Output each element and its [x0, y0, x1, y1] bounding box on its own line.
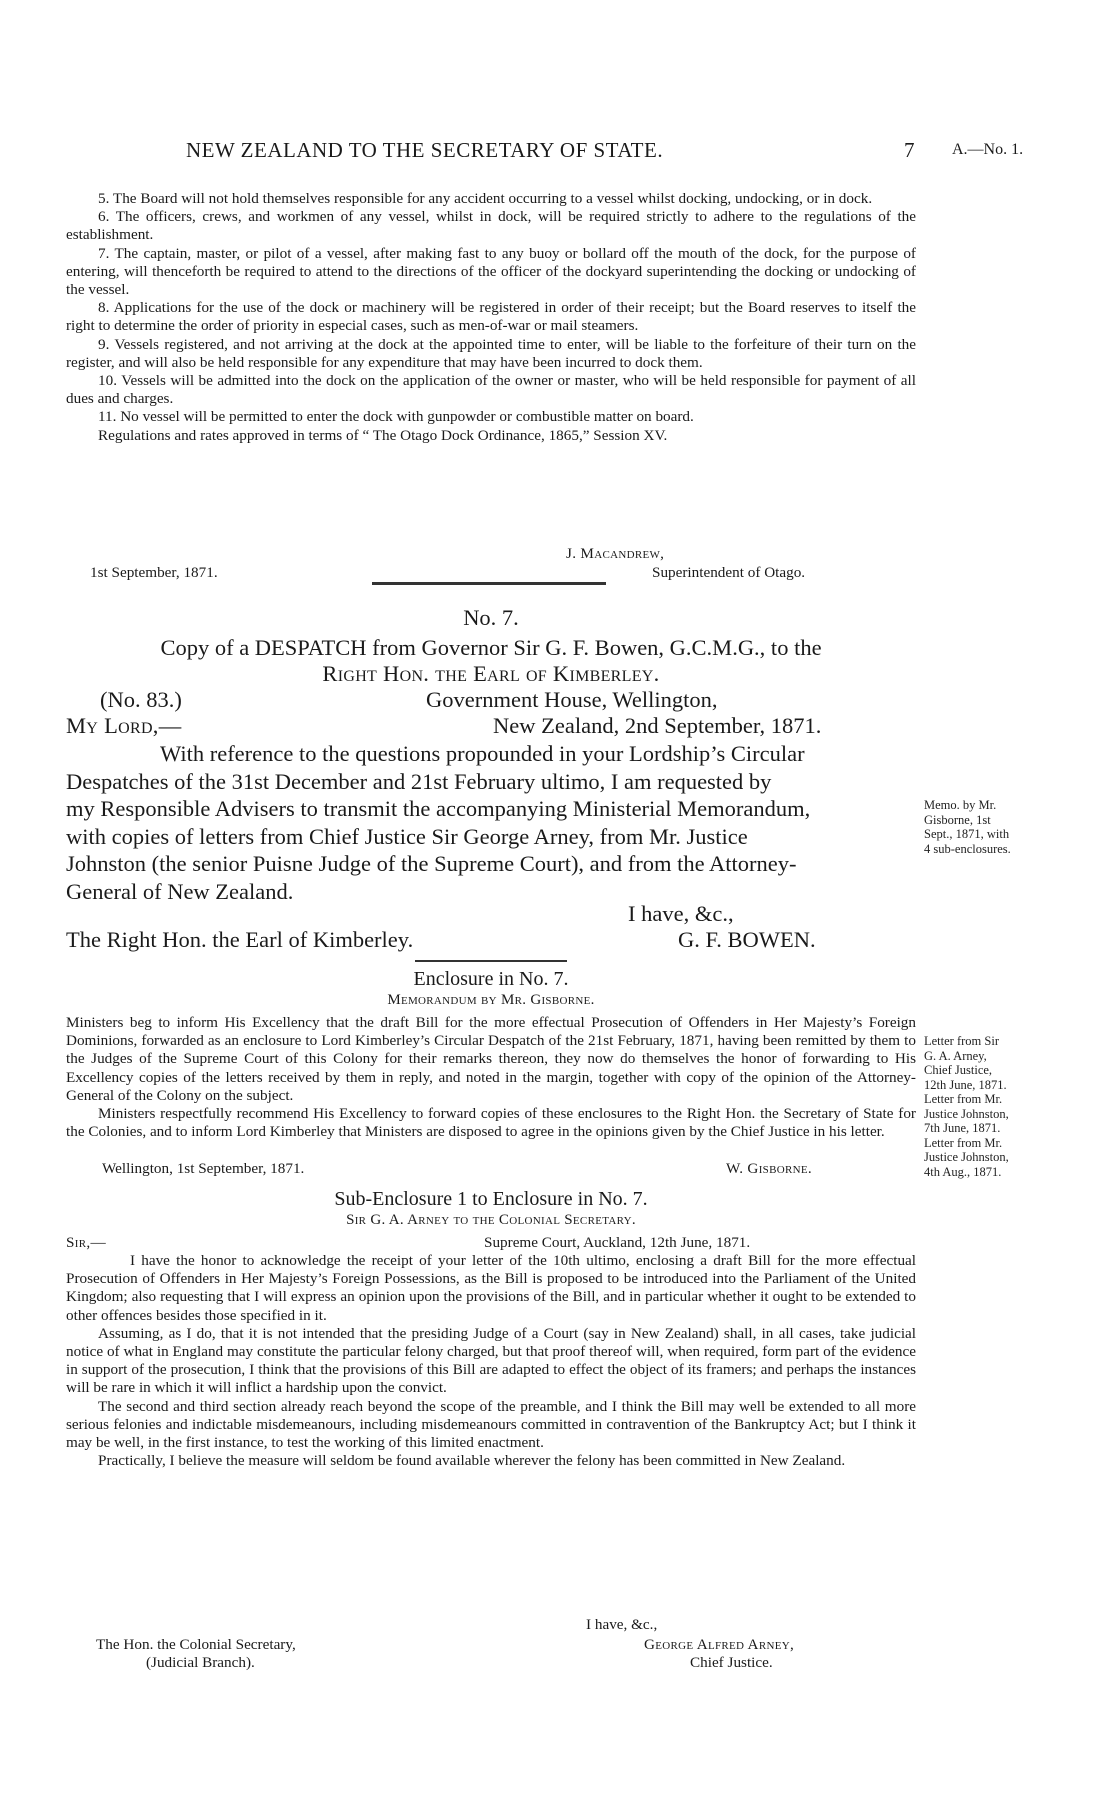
sub-enclosure-closing: I have, &c.,	[586, 1616, 658, 1633]
enclosure-body	[66, 1014, 916, 1141]
despatch-signature: G. F. BOWEN.	[678, 927, 816, 952]
regulation-item: 11. No vessel will be permitted to enter the dock with gunpowder or combustible matter on board.	[98, 408, 694, 426]
margin-note-line: Letter from Mr.	[924, 1092, 1003, 1106]
approval-text: Regulations and rates approved in terms of “ The Otago Dock Ordinance, 1865,” Session XV.	[98, 426, 668, 444]
sub-enclosure-paragraph: Assuming, as I do, that it is not intended that the presiding Judge of a Court (say in New Zealand) shall, in all cases, take judicial notice of what in England may constitute the particular felony charged, but that proof thereof will, when required, form part of the evidence in support of the prosecution, I think that the provisions of this Bill are adapted to effect the object of its framers; and perhaps the instances will be rare in which it will inflict a hardship upon the convict.	[66, 1324, 916, 1397]
despatch-heading: Copy of a DESPATCH from Governor Sir G. F. Bowen, G.C.M.G., to the	[160, 635, 822, 660]
document-reference: A.—No. 1.	[952, 141, 1024, 158]
margin-note-line: Letter from Mr.	[924, 1135, 1003, 1150]
enclosure-title: Enclosure in No. 7.	[413, 968, 569, 990]
despatch-salutation: My Lord,—	[66, 713, 182, 738]
despatch-line: Despatches of the 31st December and 21st February ultimo, I am requested by	[66, 768, 772, 794]
margin-note-line: Justice Johnston,	[924, 1150, 1009, 1164]
margin-note-line: 4 sub-enclosures.	[924, 841, 1011, 856]
sub-enclosure-paragraph: I have the honor to acknowledge the receipt of your letter of the 10th ultimo, enclosing a draft Bill for the more effectual Prosecution of Offenders in Her Majesty’s Foreign Possessions, as the Bill is proposed to be introduced into the Parliament of the United Kingdom; also requesting that I will express an opinion upon the provisions of the Bill, and in particular whether it ought to be extended to other offences besides those specified in it.	[66, 1252, 916, 1324]
regulation-item: 5. The Board will not hold themselves responsible for any accident occurring to a vessel whilst docking, undocking, or in dock.	[98, 190, 873, 207]
sub-enclosure-addressee-branch: (Judicial Branch).	[146, 1654, 255, 1671]
margin-note-line: G. A. Arney,	[924, 1048, 987, 1063]
margin-note-line: 12th June, 1871.	[924, 1077, 1007, 1092]
despatch-line: Johnston (the senior Puisne Judge of the Supreme Court), and from the Attorney-	[66, 851, 797, 876]
enclosure-paragraph: Ministers beg to inform His Excellency that the draft Bill for the more effectual Prosecution of Offenders in Her Majesty’s Foreign Dominions, forwarded as an enclosure to Lord Kimberley’s Circular Despatch of the 21st February, 1871, having been remitted by them to the Judges of the Supreme Court of this Colony for their remarks thereon, they now do themselves the honor of forwarding to His Excellency copies of the letters received by them in reply, and noted in the margin, together with copy of the opinion of the Attorney-General of the Colony on the subject.	[66, 1014, 916, 1104]
sub-enclosure-paragraph: Practically, I believe the measure will seldom be found available wherever the felony has been committed in New Zealand.	[98, 1452, 846, 1470]
despatch-closing: I have, &c.,	[628, 901, 734, 926]
margin-note-line: Gisborne, 1st	[924, 812, 991, 827]
regulation-item: 8. Applications for the use of the dock or machinery will be registered in order of their receipt; but the Board reserves to itself the right to determine the order of priority in especial cases, such as men-of-war or mail steamers.	[66, 299, 916, 335]
margin-note-line: Sept., 1871, with	[924, 827, 1010, 841]
regulation-item: 6. The officers, crews, and workmen of any vessel, whilst in dock, will be required strictly to adhere to the regulations of the establishment.	[66, 208, 916, 244]
sub-enclosure-salutation: Sir,—	[66, 1234, 106, 1251]
despatch-address-line1: Government House, Wellington,	[426, 687, 718, 712]
sub-enclosure-addressee: The Hon. the Colonial Secretary,	[96, 1636, 296, 1653]
section-divider	[372, 582, 606, 585]
despatch-ref-number: (No. 83.)	[100, 687, 182, 712]
sub-enclosure-signer: George Alfred Arney,	[644, 1636, 795, 1653]
sub-enclosure-paragraph: The second and third section already reach beyond the scope of the preamble, and I think the Bill may well be extended to all more serious felonies and indictable misdemeanours, including misdemeanours committed in contravention of the Bankruptcy Act; but I think it may be well, in the first instance, to test the working of this limited enactment.	[66, 1397, 916, 1452]
sub-enclosure-signer-title: Chief Justice.	[690, 1654, 773, 1671]
approval-title: Superintendent of Otago.	[652, 564, 806, 581]
margin-note-line: Chief Justice,	[924, 1063, 993, 1077]
margin-note-line: 4th Aug., 1871.	[924, 1164, 1002, 1179]
margin-note-line: 7th June, 1871.	[924, 1121, 1001, 1135]
running-title: NEW ZEALAND TO THE SECRETARY OF STATE.	[186, 138, 664, 162]
regulation-item: 9. Vessels registered, and not arriving at the dock at the appointed time to enter, will be liable to the forfeiture of their turn on the register, and will also be held responsible for any expenditure that may have been incurred to dock them.	[66, 335, 916, 371]
despatch-body	[66, 740, 916, 905]
regulation-item: 7. The captain, master, or pilot of a vessel, after making fast to any buoy or bollard off the mouth of the dock, for the purpose of entering, will thenceforth be required to attend to the directions of the officer of the dockyard superintending the docking or undocking of the vessel.	[66, 244, 916, 299]
despatch-line: General of New Zealand.	[66, 878, 294, 904]
despatch-line: my Responsible Advisers to transmit the accompanying Ministerial Memorandum,	[66, 796, 811, 821]
enclosure-signature: W. Gisborne.	[726, 1160, 812, 1177]
despatch-number: No. 7.	[463, 605, 519, 630]
regulation-item: 10. Vessels will be admitted into the dock on the application of the owner or master, who will be held responsible for payment of all dues and charges.	[66, 372, 916, 408]
page-header	[66, 138, 1046, 168]
despatch-margin-note	[924, 798, 1011, 856]
enclosure-place-date: Wellington, 1st September, 1871.	[102, 1160, 305, 1177]
margin-note-line: Letter from Sir	[924, 1034, 999, 1048]
despatch-address-line2: New Zealand, 2nd September, 1871.	[493, 713, 822, 738]
page-number: 7	[904, 138, 915, 162]
section-divider	[415, 960, 567, 962]
enclosure-subtitle: Memorandum by Mr. Gisborne.	[387, 992, 595, 1008]
enclosure-margin-note	[924, 1034, 1009, 1179]
margin-note-line: Memo. by Mr.	[924, 798, 997, 812]
despatch-heading-recipient: Right Hon. the Earl of Kimberley.	[322, 661, 660, 686]
sub-enclosure-body	[66, 1252, 916, 1470]
document-page	[66, 0, 1046, 1795]
margin-note-line: Justice Johnston,	[924, 1106, 1009, 1121]
regulations-list	[66, 190, 916, 445]
sub-enclosure-title: Sub-Enclosure 1 to Enclosure in No. 7.	[334, 1188, 648, 1210]
sub-enclosure-address: Supreme Court, Auckland, 12th June, 1871.	[484, 1234, 751, 1251]
enclosure-paragraph: Ministers respectfully recommend His Excellency to forward copies of these enclosures to the Right Hon. the Secretary of State for the Colonies, and to inform Lord Kimberley that Ministers are disposed to agree in the opinions given by the Chief Justice in his letter.	[66, 1105, 916, 1141]
approval-signer: J. Macandrew,	[566, 545, 665, 562]
despatch-line: With reference to the questions propounded in your Lordship’s Circular	[160, 741, 805, 766]
sub-enclosure-subtitle: Sir G. A. Arney to the Colonial Secretary.	[346, 1212, 636, 1228]
despatch-line: with copies of letters from Chief Justice Sir George Arney, from Mr. Justice	[66, 823, 748, 849]
approval-date: 1st September, 1871.	[90, 564, 218, 581]
despatch-addressee: The Right Hon. the Earl of Kimberley.	[66, 927, 414, 952]
